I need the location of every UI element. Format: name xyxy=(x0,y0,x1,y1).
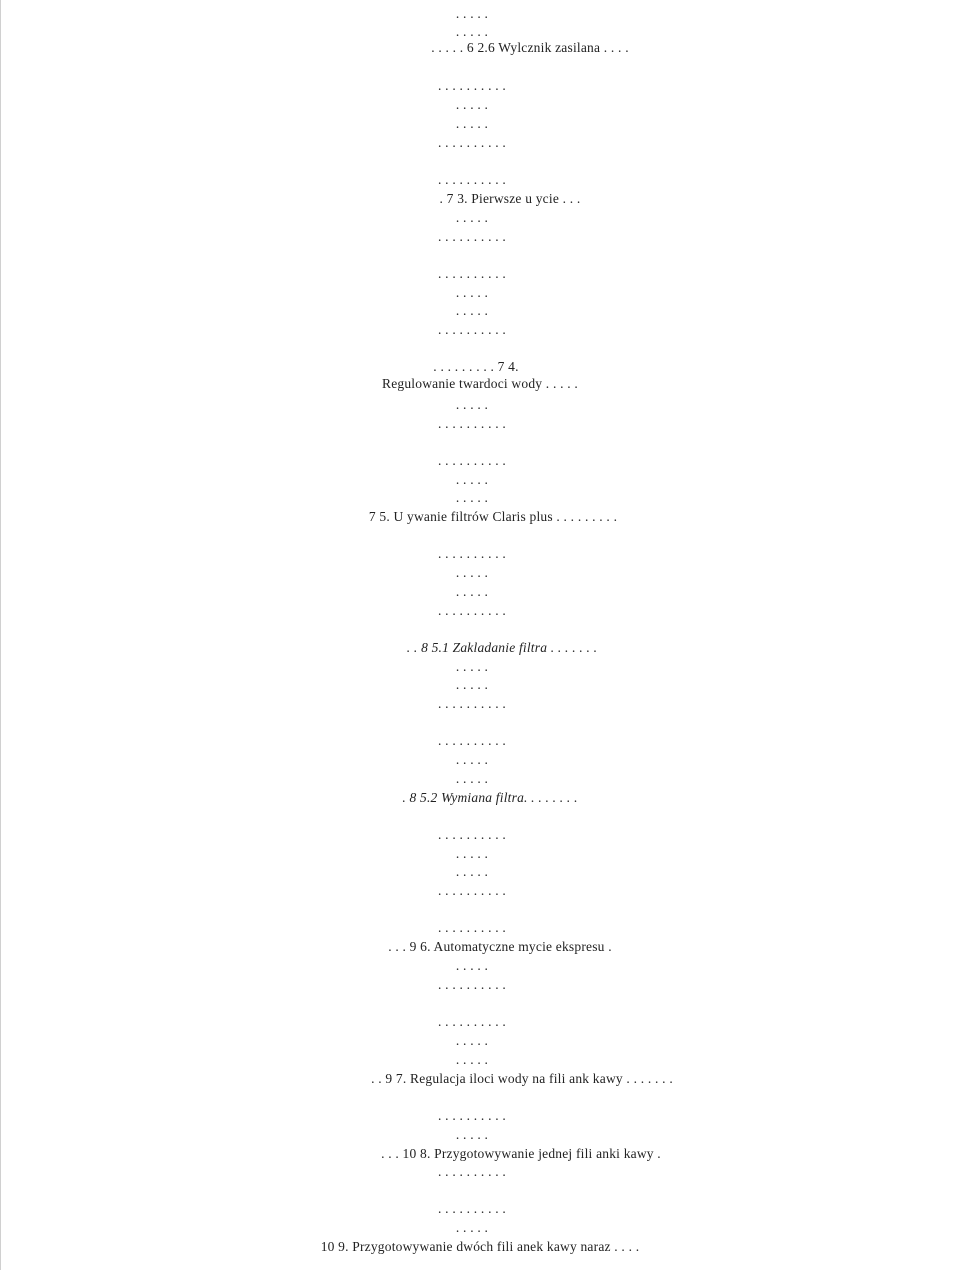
toc-line: . . . . . xyxy=(455,397,489,412)
toc-line: . . . . . xyxy=(455,303,489,318)
toc-line: . . . . . xyxy=(455,584,489,599)
toc-line: Regulowanie twardoci wody . . . . . xyxy=(382,376,578,391)
toc-line: . 7 3. Pierwsze u ycie . . . xyxy=(439,191,581,206)
toc-line: 10 9. Przygotowywanie dwóch fili anek kawy naraz . . . . xyxy=(320,1239,640,1254)
toc-line: . . . . . . . . . . xyxy=(438,322,506,337)
toc-line: . . 9 7. Regulacja iloci wody na fili ank kawy . . . . . . . xyxy=(371,1071,673,1086)
toc-line: . . . . . xyxy=(455,752,489,767)
toc-line: . . . 9 6. Automatyczne mycie ekspresu . xyxy=(388,939,612,954)
toc-line: . . . . . . . . . . xyxy=(438,1201,506,1216)
toc-line: . . . . . . . . . . xyxy=(438,733,506,748)
toc-line: . . . . . xyxy=(455,1127,489,1142)
toc-line: . . . . . xyxy=(455,864,489,879)
toc-line: . . . . . 6 2.6 Wylcznik zasilana . . . . xyxy=(431,40,629,55)
toc-line: . . . . . . . . . . xyxy=(438,1164,506,1179)
toc-line: . . . . . xyxy=(455,116,489,131)
toc-line: . . . . . . . . . . xyxy=(438,1014,506,1029)
toc-line: . . . . . . . . . . xyxy=(438,453,506,468)
toc-line: . . . . . xyxy=(455,472,489,487)
toc-line: . . . . . xyxy=(455,210,489,225)
toc-line: . . . . . . . . . . xyxy=(438,172,506,187)
toc-line: . . . . . xyxy=(455,846,489,861)
toc-line: . . . . . . . . . . xyxy=(438,229,506,244)
toc-line: . . . . . xyxy=(455,97,489,112)
toc-line: . . . . . . . . . . xyxy=(438,696,506,711)
toc-line: . . . . . xyxy=(455,659,489,674)
toc-line: . . . . . . . . . . xyxy=(438,416,506,431)
toc-line: . . . . . . . . . . xyxy=(438,827,506,842)
toc-line: . . . . . . . . . . xyxy=(438,78,506,93)
toc-line: . . . . . xyxy=(455,1033,489,1048)
toc-line: . . . . . . . . . . xyxy=(438,920,506,935)
toc-line: . . . . . . . . . . xyxy=(438,546,506,561)
toc-line: . 8 5.2 Wymiana filtra. . . . . . . . xyxy=(402,790,578,805)
toc-line: . . . . . . . . . . xyxy=(438,603,506,618)
toc-line: . . . . . xyxy=(455,285,489,300)
toc-line: . . 8 5.1 Zakladanie filtra . . . . . . . xyxy=(406,640,598,655)
toc-line: . . . 10 8. Przygotowywanie jednej fili anki kawy . xyxy=(381,1146,661,1161)
toc-line: . . . . . xyxy=(455,958,489,973)
toc-line: . . . . . xyxy=(455,1052,489,1067)
toc-line: . . . . . xyxy=(455,677,489,692)
toc-line: . . . . . xyxy=(455,771,489,786)
toc-line: . . . . . xyxy=(455,1220,489,1235)
toc-line: . . . . . xyxy=(455,565,489,580)
toc-line: 7 5. U ywanie filtrów Claris plus . . . . . . . . . xyxy=(368,509,618,524)
toc-line: . . . . . . . . . . xyxy=(438,883,506,898)
toc-line: . . . . . . . . . . xyxy=(438,266,506,281)
toc-line: . . . . . xyxy=(455,24,489,39)
toc-line: . . . . . . . . . . xyxy=(438,135,506,150)
toc-line: . . . . . xyxy=(455,490,489,505)
toc-line: . . . . . . . . . . xyxy=(438,977,506,992)
toc-line: . . . . . . . . . 7 4. xyxy=(433,359,519,374)
toc-line: . . . . . xyxy=(455,6,489,21)
toc-line: . . . . . . . . . . xyxy=(438,1108,506,1123)
